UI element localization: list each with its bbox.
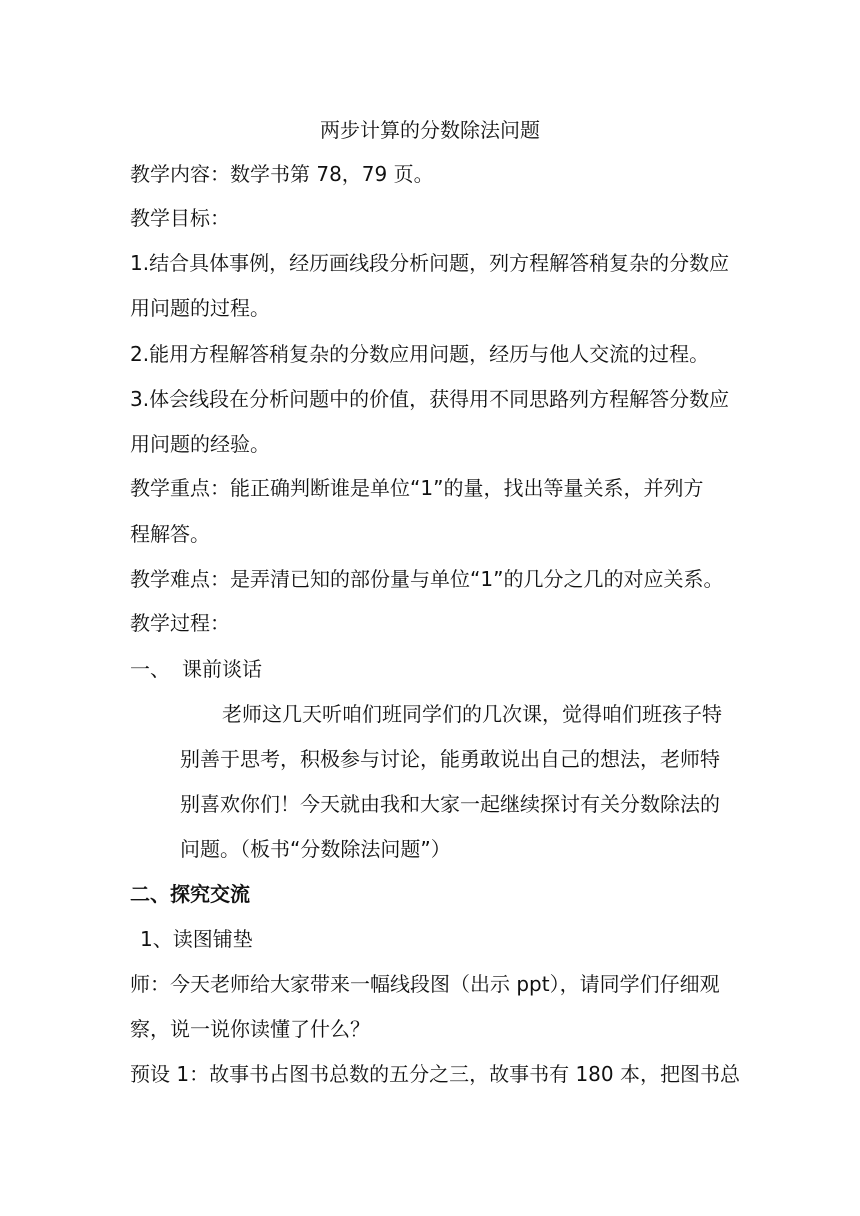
section-2-title: 二、探究交流 [130,882,250,906]
difficulty-line: 教学难点：是弄清已知的部份量与单位“1”的几分之几的对应关系。 [130,567,724,591]
talk-line-1: 老师这几天听咱们班同学们的几次课，觉得咱们班孩子特 [222,702,722,726]
talk-line-4: 问题。（板书“分数除法问题”） [180,837,451,861]
teaching-content: 教学内容：数学书第 78，79 页。 [130,162,434,186]
process-heading: 教学过程： [130,611,230,635]
objective-1-line-2: 用问题的过程。 [130,296,270,320]
objective-3-line-2: 用问题的经验。 [130,432,270,456]
preset-1-line: 预设 1：故事书占图书总数的五分之三，故事书有 180 本，把图书总 [130,1062,740,1086]
section-1-title: 课前谈话 [182,657,262,681]
section-1-number: 一、 [130,657,170,681]
objective-1-line-1: 1.结合具体事例，经历画线段分析问题，列方程解答稍复杂的分数应 [130,251,730,275]
key-point-line-1: 教学重点：能正确判断谁是单位“1”的量，找出等量关系，并列方 [130,476,704,500]
objective-3-line-1: 3.体会线段在分析问题中的价值，获得用不同思路列方程解答分数应 [130,387,730,411]
key-point-line-2: 程解答。 [130,522,210,546]
teacher-line-2: 察，说一说你读懂了什么？ [130,1017,370,1041]
talk-line-3: 别喜欢你们！今天就由我和大家一起继续探讨有关分数除法的 [180,792,720,816]
teacher-line-1: 师：今天老师给大家带来一幅线段图（出示 ppt），请同学们仔细观 [130,972,720,996]
objective-2: 2.能用方程解答稍复杂的分数应用问题，经历与他人交流的过程。 [130,342,710,366]
talk-line-2: 别善于思考，积极参与讨论，能勇敢说出自己的想法，老师特 [180,747,720,771]
document-title: 两步计算的分数除法问题 [320,118,540,142]
objectives-heading: 教学目标： [130,206,230,230]
subsection-1-title: 1、读图铺垫 [140,927,253,951]
